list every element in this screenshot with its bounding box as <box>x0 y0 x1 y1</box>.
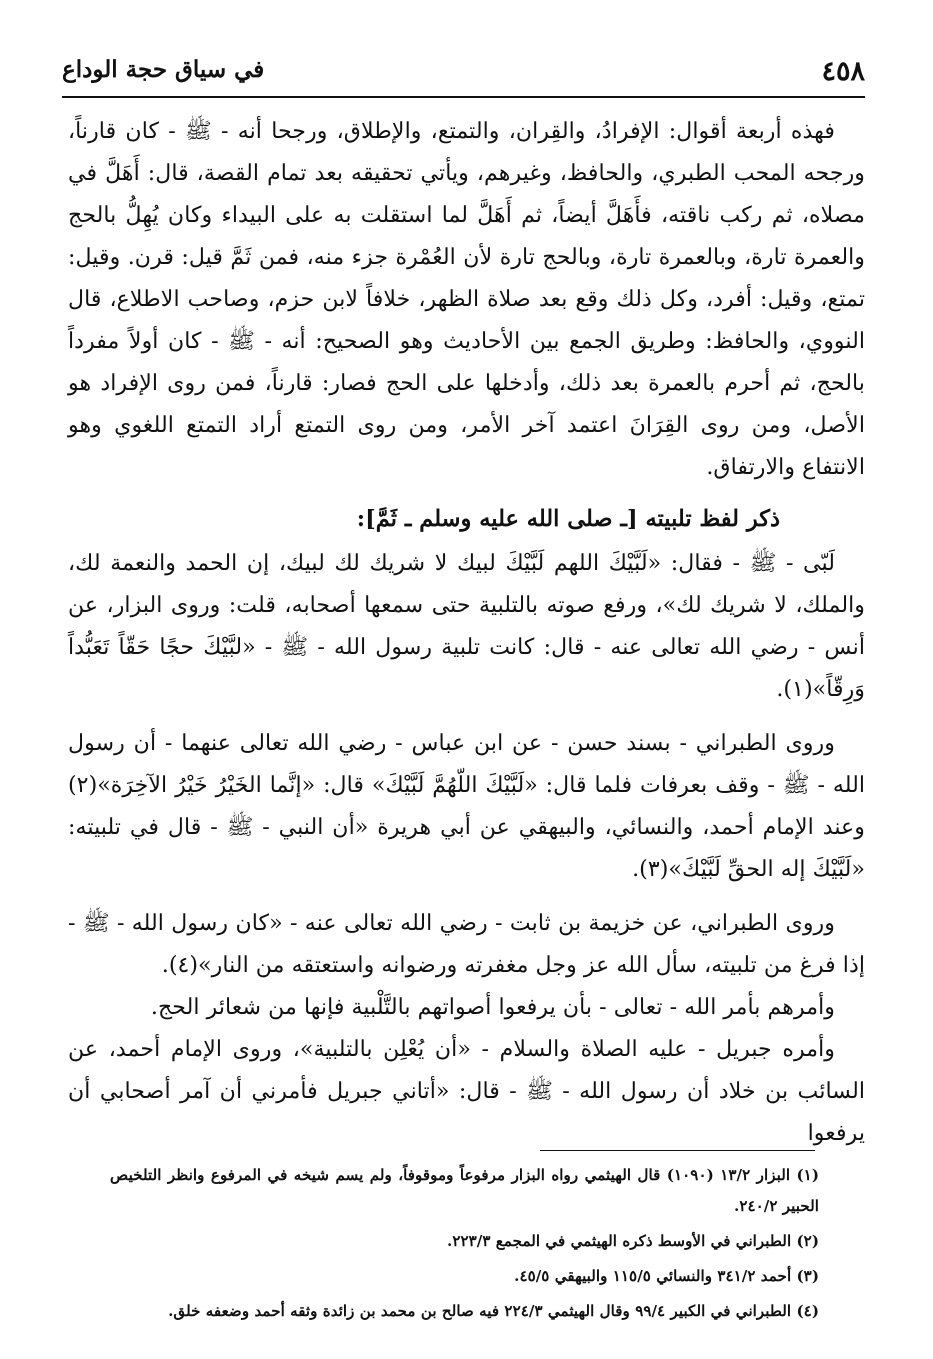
section-heading: ذكر لفظ تلبيته [ـ صلى الله عليه وسلم ـ ثَمَّ]: <box>356 506 780 532</box>
paragraph-four-opinions: فهذه أربعة أقوال: الإفرادُ، والقِران، والتمتع، والإطلاق، ورجحا أنه - ﷺ - كان قارناً، ورجحه المحب الطبري، والحافظ، وغيرهم، ويأتي تحقيقه بعد تمام القصة، قال: أَهَلَّ في مصلاه، ثم ركب ناقته، فأَهَلَّ أيضاً، ثم أَهَلَّ لما استقلت به على البيداء وكان يُهِلُّ بالحج والعمرة تارة، وبالعمرة تارة، وبالحج تارة لأن العُمْرة جزء منه، فمن ثَمَّ قيل: قرن. وقيل: تمتع، وقيل: أفرد، وكل ذلك وقع بعد صلاة الظهر، خلافاً لابن حزم، وصاحب الاطلاع، قال النووي، والحافظ: وطريق الجمع بين الأحاديث وهو الصحيح: أنه - ﷺ - كان أولاً مفرداً بالحج، ثم أحرم بالعمرة بعد ذلك، وأدخلها على الحج فصار: قارناً، فمن روى الإفراد هو الأصل، ومن روى القِرَانَ اعتمد آخر الأمر، ومن روى التمتع أراد التمتع اللغوي وهو الانتفاع والارتفاق. <box>68 118 865 480</box>
footnote-3: (٣) أحمد ٣٤١/٢ والنسائي ١١٥/٥ والبيهقي ٤٥/٥. <box>514 1267 819 1285</box>
footnote-2: (٢) الطبراني في الأوسط ذكره الهيثمي في المجمع ٢٢٣/٣. <box>447 1232 819 1250</box>
paragraph-tabarani-ibn-abbas: وروى الطبراني - بسند حسن - عن ابن عباس - رضي الله تعالى عنهما - أن رسول الله - ﷺ - وقف بعرفات فلما قال: «لَبَّيْكَ اللّهُمَّ لَبَّيْكَ» قال: «إنَّما الخَيْرُ خَيْرُ الآخِرَة»(٢) وعند الإمام أحمد، والنسائي، والبيهقي عن أبي هريرة «أن النبي - ﷺ - قال في تلبيته: «لَبَّيْكَ إله الحقِّ لَبَّيْكَ»(٣). <box>68 730 865 882</box>
paragraph-tabarani-khuzaymah: وروى الطبراني، عن خزيمة بن ثابت - رضي الله تعالى عنه - «كان رسول الله - ﷺ - إذا فرغ من تلبيته، سأل الله عز وجل مغفرته ورضوانه واستعتقه من النار»(٤). <box>68 910 865 978</box>
page-header <box>62 46 865 98</box>
paragraph-jibril-command: وأمره جبريل - عليه الصلاة والسلام - «أن يُعْلِن بالتلبية»، وروى الإمام أحمد، عن السائب بن خلاد أن رسول الله - ﷺ - قال: «أتاني جبريل فأمرني أن آمر أصحابي أن يرفعوا <box>68 1036 865 1146</box>
paragraph-raising-voices: وأمرهم بأمر الله - تعالى - بأن يرفعوا أصواتهم بالتَّلْبية فإنها من شعائر الحج. <box>150 994 835 1020</box>
paragraph-talbiyah-wording: لَبّى - ﷺ - فقال: «لَبَّيْكَ اللهم لَبَّيْكَ لبيك لا شريك لك لبيك، إن الحمد والنعمة لك، والملك، لا شريك لك»، ورفع صوته بالتلبية حتى سمعها أصحابه، قلت: وروى البزار، عن أنس - رضي الله تعالى عنه - قال: كانت تلبية رسول الله - ﷺ - «لبَّيْكَ حجًا حَقّاً تَعَبُّداً وَرِقّاً»(١). <box>68 550 865 702</box>
footnote-1: (١) البزار ١٣/٢ (١٠٩٠) قال الهيثمي رواه البزار مرفوعاً وموقوفاً، ولم يسم شيخه في المرفوع وانظر التلخيص الحبير ٢٤٠/٢. <box>110 1166 819 1215</box>
running-title: في سياق حجة الوداع <box>62 56 265 83</box>
footnote-divider <box>540 1150 815 1151</box>
footnote-4: (٤) الطبراني في الكبير ٩٩/٤ وقال الهيثمي ٢٢٤/٣ فيه صالح بن محمد بن زائدة وثقه أحمد وضعفه خلق. <box>168 1302 819 1320</box>
page-number: ٤٥٨ <box>821 56 865 87</box>
footnotes <box>110 1160 819 1331</box>
main-text <box>68 110 865 1154</box>
